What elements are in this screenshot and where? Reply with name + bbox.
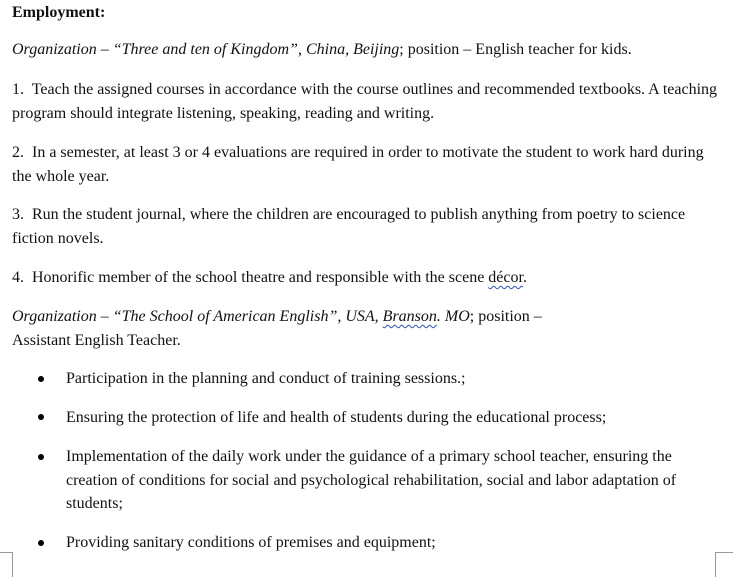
bullet-dot — [38, 376, 44, 382]
org2-dash: – — [96, 308, 113, 325]
item-number: 4. — [12, 269, 24, 286]
page-corner-marker-left — [0, 552, 13, 577]
item-number: 3. — [12, 206, 24, 223]
item-text: Honorific member of the school theatre and responsible with the scene — [32, 269, 489, 286]
bullet-dot — [38, 540, 44, 546]
item-number: 2. — [12, 144, 24, 161]
bullet-dot — [38, 414, 44, 420]
org1-name: “Three and ten of Kingdom”, China, Beijing — [112, 41, 400, 58]
bullet-item-2: Ensuring the protection of life and health of students during the educational process; — [66, 409, 607, 426]
spellcheck-underline-decor: décor — [488, 269, 523, 286]
org2-name-end: . MO — [436, 308, 470, 325]
org2-label: Organization — [12, 308, 97, 325]
org1-dash: – — [96, 41, 113, 58]
item-number: 1. — [12, 81, 24, 98]
org2-position: ; position – — [469, 308, 542, 325]
organization-line-1 — [12, 38, 724, 62]
spellcheck-underline-branson: Branson — [382, 308, 437, 325]
org2-position-line2: Assistant English Teacher. — [12, 331, 181, 349]
org1-position: ; position – English teacher for kids. — [399, 41, 632, 58]
item-text: Run the student journal, where the children are encouraged to publish anything from poetry to science fiction novels. — [12, 206, 686, 247]
bullet-item-4: Providing sanitary conditions of premises and equipment; — [66, 534, 436, 551]
page-corner-marker-right — [715, 552, 733, 577]
item-text: In a semester, at least 3 or 4 evaluations are required in order to motivate the student to work hard during the whole year. — [12, 144, 704, 185]
numbered-item-4 — [12, 266, 724, 290]
item-text: Teach the assigned courses in accordance with the course outlines and recommended textbooks. A teaching program should integrate listening, speaking, reading and writing. — [12, 81, 718, 122]
organization-line-2 — [12, 305, 632, 352]
org2-name: “The School of American English”, USA, — [112, 308, 383, 325]
bullet-item-3: Implementation of the daily work under the guidance of a primary school teacher, ensuring the creation of conditions for social and psychological rehabilitation, social and labor adaptation of students; — [66, 448, 677, 512]
numbered-item-2 — [12, 141, 724, 188]
bullet-dot — [38, 454, 44, 460]
bullet-item-1: Participation in the planning and conduct of training sessions.; — [66, 370, 466, 387]
numbered-item-3 — [12, 203, 724, 250]
section-heading: Employment: — [12, 4, 106, 21]
item-text-end: . — [522, 269, 527, 286]
org1-label: Organization — [12, 41, 97, 58]
numbered-item-1 — [12, 78, 724, 125]
